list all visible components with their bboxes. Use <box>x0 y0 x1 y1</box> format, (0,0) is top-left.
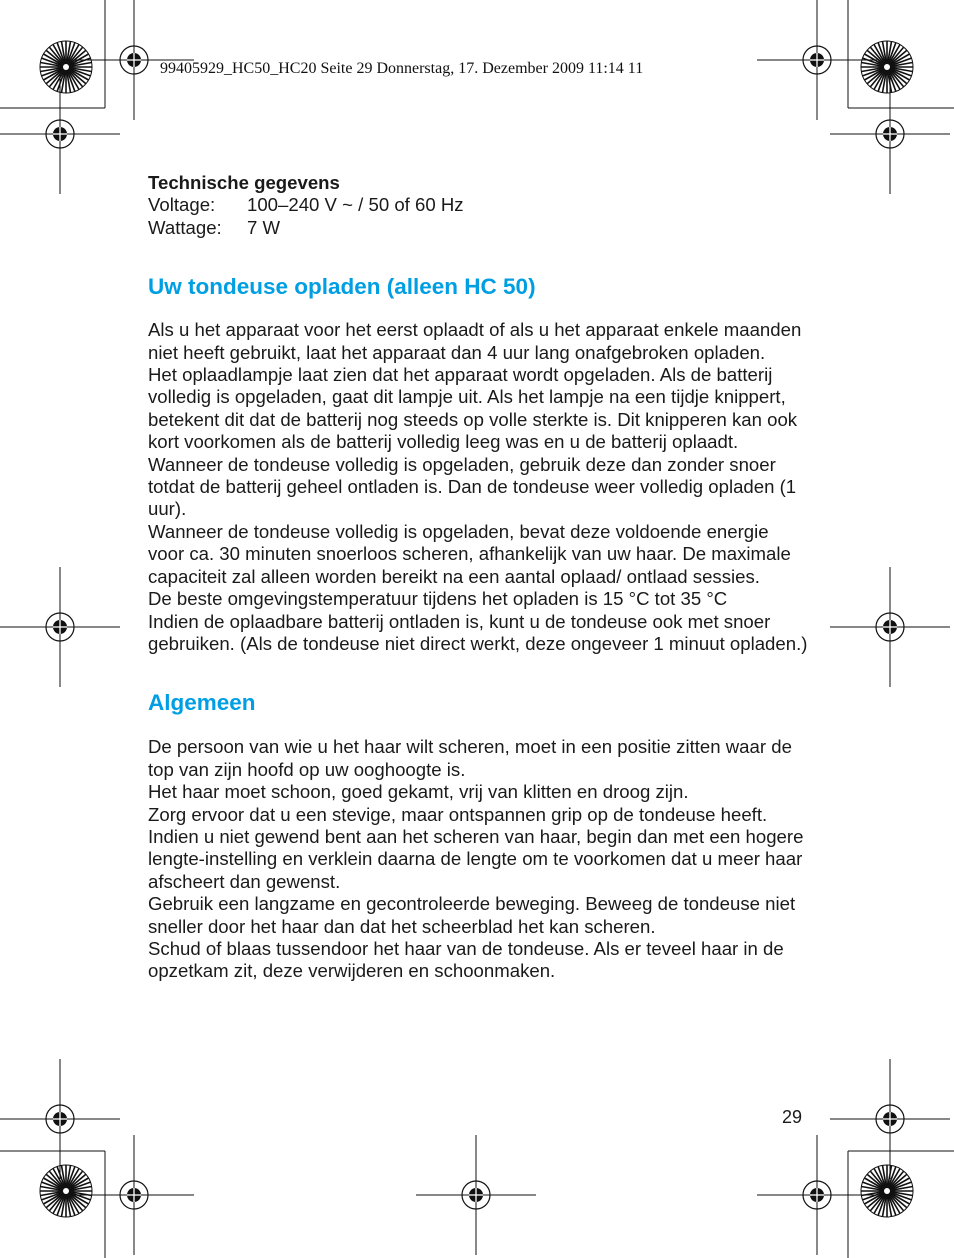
paragraph: Zorg ervoor dat u een stevige, maar ontspannen grip op de tondeuse heeft. <box>148 803 768 825</box>
paragraph: Schud of blaas tussendoor het haar van de tondeuse. Als er teveel haar in de opzetkam zit, deze verwijderen en schoonmaken. <box>148 937 784 982</box>
spec-value: 100–240 V ~ / 50 of 60 Hz <box>247 194 464 216</box>
paragraph: Gebruik een langzame en gecontroleerde beweging. Beweeg de tondeuse niet sneller door het haar dan dat het scheerblad het kan scheren. <box>148 893 796 937</box>
registration-mark-icon <box>416 1135 536 1255</box>
paragraph: Het haar moet schoon, goed gekamt, vrij van klitten en droog zijn. <box>148 781 689 803</box>
spec-label: Wattage: <box>148 216 222 238</box>
registration-mark-icon <box>0 567 120 687</box>
registration-mark-icon <box>757 1135 877 1255</box>
paragraph: Indien u niet gewend bent aan het scheren van haar, begin dan met een hogere lengte-instelling en verklein daarna de lengte om te voorkomen dat u meer haar afscheert dan gewenst. <box>148 825 804 892</box>
spec-row-wattage <box>148 217 808 239</box>
registration-mark-icon <box>74 1135 194 1255</box>
page-content <box>148 172 808 983</box>
section-heading-charging: Uw tondeuse opladen (alleen HC 50) <box>148 274 536 300</box>
paragraph: Als u het apparaat voor het eerst oplaadt of als u het apparaat enkele maanden niet heeft gebruikt, laat het apparaat dan 4 uur lang onafgebroken opladen. <box>148 319 802 363</box>
page-number: 29 <box>782 1107 803 1127</box>
star-target-icon <box>40 41 92 93</box>
registration-mark-icon <box>0 74 120 194</box>
registration-mark-icon <box>0 1059 120 1179</box>
paragraph: Het oplaadlampje laat zien dat het apparaat wordt opgeladen. Als de batterij volledig is opgeladen, gaat dit lampje uit. Als het lampje na een tijdje knippert, betekent dit dat de batterij nog steeds op volle sterkte is. Dit knipperen kan ook kort voorkomen als de batterij volledig leeg was en u de batterij oplaadt. <box>148 364 798 453</box>
star-target-icon <box>40 1165 92 1217</box>
section-heading-general: Algemeen <box>148 690 256 716</box>
paragraph: Wanneer de tondeuse volledig is opgeladen, gebruik deze dan zonder snoer totdat de batterij geheel ontladen is. Dan de tondeuse weer volledig opladen (1 uur). <box>148 453 797 520</box>
paragraph: De persoon van wie u het haar wilt scheren, moet in een positie zitten waar de top van zijn hoofd op uw ooghoogte is. <box>148 736 792 780</box>
registration-mark-icon <box>830 567 950 687</box>
spec-label: Voltage: <box>148 194 216 216</box>
print-slug-line: 99405929_HC50_HC20 Seite 29 Donnerstag, 17. Dezember 2009 11:14 11 <box>160 60 644 77</box>
paragraph: De beste omgevingstemperatuur tijdens het opladen is 15 °C tot 35 °C <box>148 588 728 610</box>
star-target-icon <box>861 1165 913 1217</box>
paragraph: Indien de oplaadbare batterij ontladen is, kunt u de tondeuse ook met snoer gebruiken. (Als de tondeuse niet direct werkt, deze ongeveer 1 minuut opladen.) <box>148 610 808 654</box>
paragraph: Wanneer de tondeuse volledig is opgeladen, bevat deze voldoende energie voor ca. 30 minuten snoerloos scheren, afhankelijk van uw haar. De maximale capaciteit zal alleen worden bereikt na een aantal oplaad/ ontlaad sessies. <box>148 520 791 587</box>
spec-row-voltage <box>148 194 808 216</box>
registration-mark-icon <box>757 0 877 120</box>
tech-specs-title: Technische gegevens <box>148 172 340 193</box>
star-target-icon <box>861 41 913 93</box>
spec-value: 7 W <box>247 216 281 238</box>
